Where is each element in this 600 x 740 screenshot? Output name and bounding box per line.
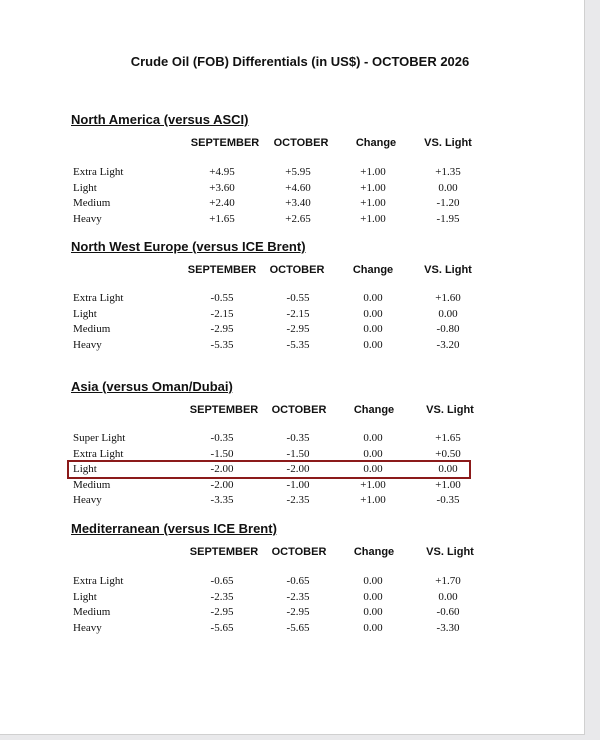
table-cell: -1.50 — [210, 447, 234, 460]
column-header: SEPTEMBER — [189, 404, 259, 416]
table-cell: +1.70 — [435, 575, 461, 587]
row-label: Extra Light — [73, 292, 124, 304]
table-row — [0, 291, 584, 306]
row-label: Heavy — [73, 338, 102, 351]
table-cell: 0.00 — [363, 606, 383, 619]
highlight-box — [67, 460, 471, 479]
table-row — [0, 338, 584, 353]
table-cell: 0.00 — [438, 463, 458, 476]
table-row — [0, 181, 584, 196]
table-row — [0, 322, 584, 337]
table-cell: 0.00 — [363, 338, 383, 351]
row-label: Extra Light — [73, 166, 124, 178]
table-cell: -0.55 — [286, 292, 310, 304]
table-cell: +4.60 — [285, 181, 311, 194]
column-header: Change — [353, 546, 395, 558]
table-row — [0, 212, 584, 227]
column-header: Change — [352, 264, 394, 276]
section-title: Asia (versus Oman/Dubai) — [71, 379, 233, 394]
row-label: Medium — [73, 478, 111, 491]
table-cell: -2.95 — [286, 323, 310, 336]
row-label: Light — [73, 590, 97, 603]
table-cell: 0.00 — [363, 432, 383, 444]
table-cell: -1.20 — [436, 197, 460, 210]
column-header: Change — [355, 137, 397, 149]
table-cell: 0.00 — [438, 307, 458, 320]
table-cell: 0.00 — [363, 447, 383, 460]
row-label: Extra Light — [73, 575, 124, 587]
table-cell: 0.00 — [363, 621, 383, 634]
table-cell: 0.00 — [438, 590, 458, 603]
table-cell: 0.00 — [363, 323, 383, 336]
table-cell: 0.00 — [438, 181, 458, 194]
table-cell: -1.95 — [436, 212, 460, 225]
table-cell: +1.00 — [360, 212, 386, 225]
row-label: Super Light — [73, 432, 126, 444]
row-label: Light — [73, 181, 97, 194]
table-cell: +1.00 — [360, 494, 386, 507]
column-header: VS. Light — [426, 404, 474, 416]
table-cell: -2.15 — [210, 307, 234, 320]
table-cell: 0.00 — [363, 575, 383, 587]
row-label: Heavy — [73, 621, 102, 634]
table-cell: +1.00 — [435, 478, 461, 491]
table-cell: 0.00 — [363, 292, 383, 304]
table-cell: -3.30 — [436, 621, 460, 634]
section-title: North West Europe (versus ICE Brent) — [71, 239, 306, 254]
table-cell: -0.65 — [286, 575, 310, 587]
table-cell: -1.50 — [286, 447, 310, 460]
table-cell: -0.55 — [210, 292, 234, 304]
section-title: Mediterranean (versus ICE Brent) — [71, 521, 277, 536]
table-cell: +2.40 — [209, 197, 235, 210]
row-label: Light — [73, 463, 97, 476]
section-title: North America (versus ASCI) — [71, 112, 249, 127]
column-header: VS. Light — [424, 264, 472, 276]
table-cell: -2.00 — [210, 478, 234, 491]
table-cell: -0.35 — [286, 432, 310, 444]
table-row-highlighted — [0, 462, 584, 477]
table-cell: -3.20 — [436, 338, 460, 351]
table-cell: -2.00 — [286, 463, 310, 476]
table-row — [0, 621, 584, 636]
table-cell: -1.00 — [286, 478, 310, 491]
column-header: OCTOBER — [271, 546, 327, 558]
column-header: OCTOBER — [269, 264, 325, 276]
table-row — [0, 307, 584, 322]
table-cell: +1.65 — [435, 432, 461, 444]
table-cell: -5.35 — [210, 338, 234, 351]
column-header: SEPTEMBER — [190, 137, 260, 149]
table-cell: -2.95 — [210, 606, 234, 619]
row-label: Medium — [73, 606, 111, 619]
column-header: SEPTEMBER — [189, 546, 259, 558]
table-row — [0, 165, 584, 180]
table-row — [0, 605, 584, 620]
row-label: Heavy — [73, 494, 102, 507]
table-row — [0, 431, 584, 446]
table-cell: -2.15 — [286, 307, 310, 320]
table-cell: +1.35 — [435, 166, 461, 178]
table-cell: +1.60 — [435, 292, 461, 304]
table-cell: +3.40 — [285, 197, 311, 210]
table-cell: +4.95 — [209, 166, 235, 178]
row-label: Medium — [73, 323, 111, 336]
table-cell: +1.00 — [360, 197, 386, 210]
table-cell: 0.00 — [363, 307, 383, 320]
table-row — [0, 478, 584, 493]
table-cell: +1.00 — [360, 166, 386, 178]
table-cell: -2.95 — [210, 323, 234, 336]
table-cell: -0.60 — [436, 606, 460, 619]
table-cell: -0.80 — [436, 323, 460, 336]
table-cell: 0.00 — [363, 463, 383, 476]
table-row — [0, 574, 584, 589]
table-cell: +1.00 — [360, 181, 386, 194]
table-cell: -2.35 — [286, 590, 310, 603]
row-label: Extra Light — [73, 447, 124, 460]
table-cell: -2.00 — [210, 463, 234, 476]
column-header: Change — [353, 404, 395, 416]
table-cell: +3.60 — [209, 181, 235, 194]
table-cell: +1.00 — [360, 478, 386, 491]
table-row — [0, 493, 584, 508]
table-cell: +1.65 — [209, 212, 235, 225]
table-cell: +0.50 — [435, 447, 461, 460]
row-label: Light — [73, 307, 97, 320]
column-header: VS. Light — [424, 137, 472, 149]
table-cell: +5.95 — [285, 166, 311, 178]
row-label: Medium — [73, 197, 111, 210]
page-title: Crude Oil (FOB) Differentials (in US$) - OCTOBER 2026 — [130, 54, 470, 69]
table-cell: -2.35 — [286, 494, 310, 507]
table-cell: +2.65 — [285, 212, 311, 225]
column-header: OCTOBER — [273, 137, 329, 149]
row-label: Heavy — [73, 212, 102, 225]
table-row — [0, 196, 584, 211]
column-header: VS. Light — [426, 546, 474, 558]
table-cell: -2.95 — [286, 606, 310, 619]
table-cell: -0.35 — [210, 432, 234, 444]
table-cell: -3.35 — [210, 494, 234, 507]
table-cell: -5.65 — [210, 621, 234, 634]
table-cell: -2.35 — [210, 590, 234, 603]
table-cell: -0.35 — [436, 494, 460, 507]
table-cell: -5.65 — [286, 621, 310, 634]
column-header: OCTOBER — [271, 404, 327, 416]
table-row — [0, 590, 584, 605]
table-cell: -5.35 — [286, 338, 310, 351]
table-cell: -0.65 — [210, 575, 234, 587]
column-header: SEPTEMBER — [187, 264, 257, 276]
table-cell: 0.00 — [363, 590, 383, 603]
